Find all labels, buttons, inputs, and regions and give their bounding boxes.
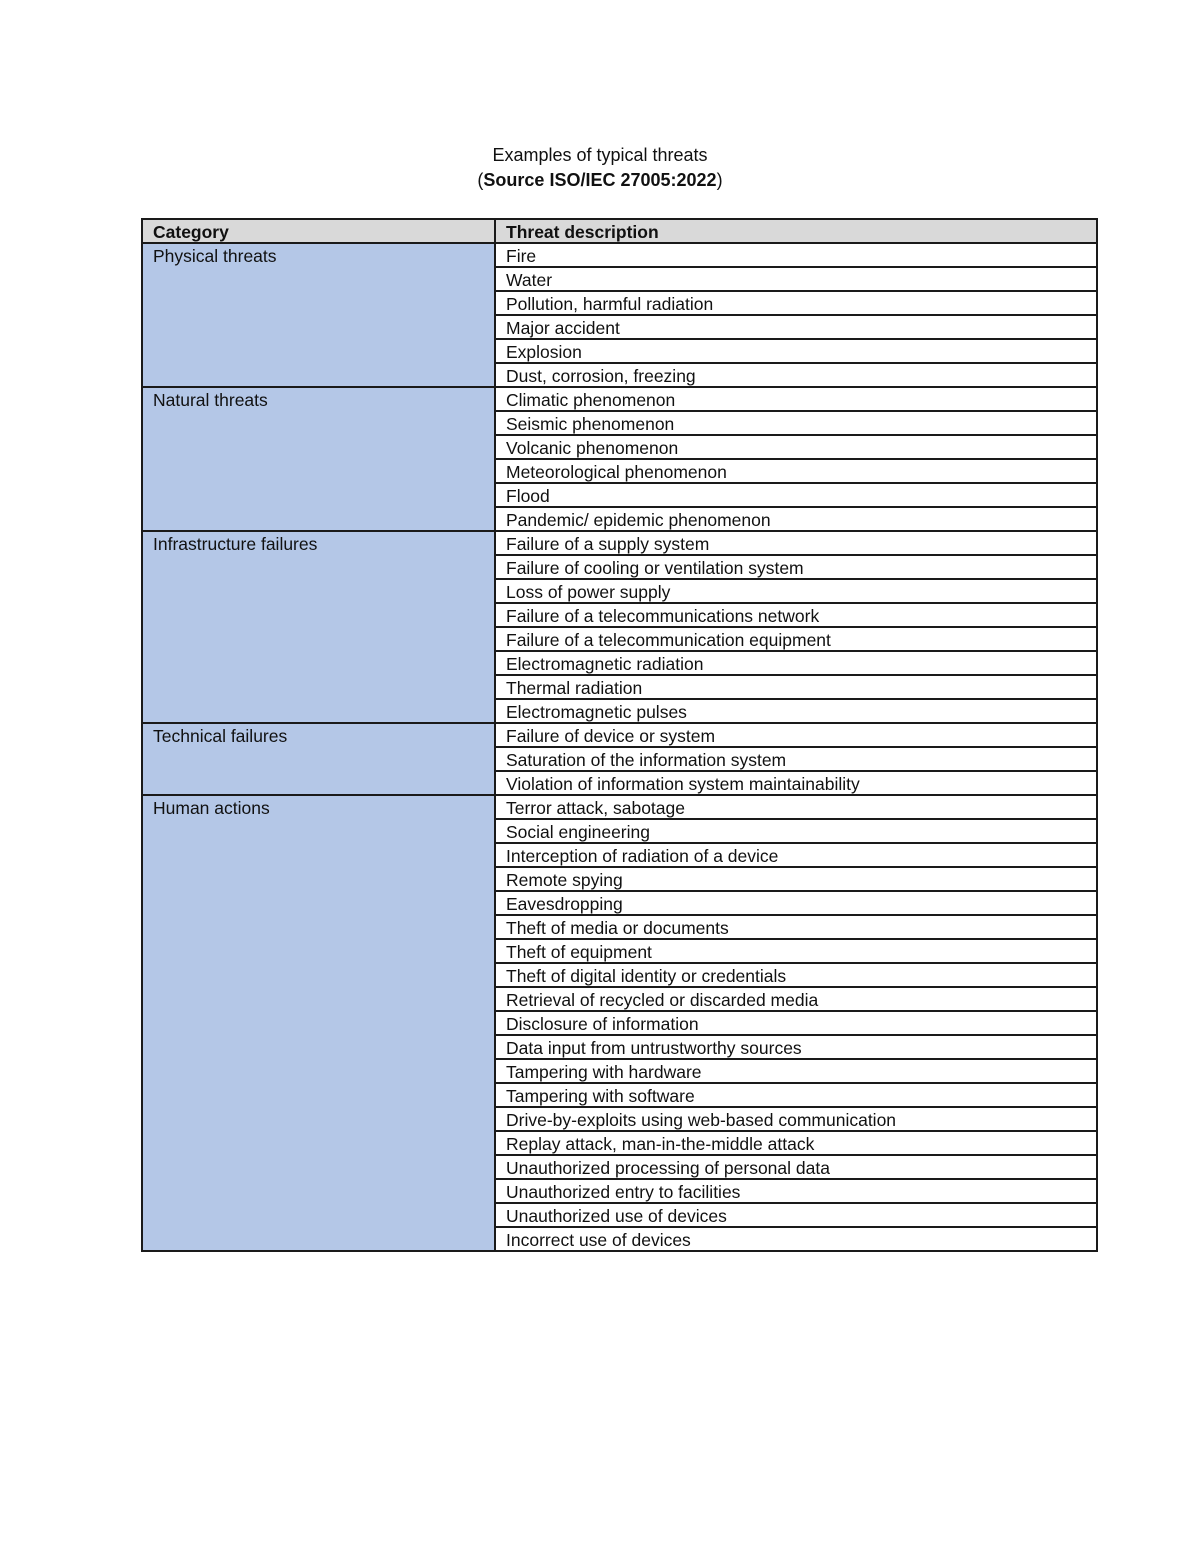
threat-description-cell: Flood (495, 483, 1097, 507)
threat-description-cell: Eavesdropping (495, 891, 1097, 915)
document-source (0, 168, 1200, 193)
source-suffix: ) (716, 170, 723, 190)
category-cell: Human actions (142, 795, 495, 1251)
source-prefix: ( (477, 170, 484, 190)
table-row (142, 531, 1097, 555)
source-reference: Source ISO/IEC 27005:2022 (483, 170, 717, 190)
threat-description-cell: Pollution, harmful radiation (495, 291, 1097, 315)
threat-description-cell: Failure of a telecommunications network (495, 603, 1097, 627)
header-category: Category (142, 219, 495, 243)
threat-description-cell: Theft of media or documents (495, 915, 1097, 939)
threat-description-cell: Climatic phenomenon (495, 387, 1097, 411)
threat-description-cell: Seismic phenomenon (495, 411, 1097, 435)
threat-description-cell: Pandemic/ epidemic phenomenon (495, 507, 1097, 531)
threat-description-cell: Data input from untrustworthy sources (495, 1035, 1097, 1059)
threat-description-cell: Meteorological phenomenon (495, 459, 1097, 483)
header-threat-description: Threat description (495, 219, 1097, 243)
threat-description-cell: Fire (495, 243, 1097, 267)
table-row (142, 387, 1097, 411)
table-row (142, 243, 1097, 267)
threat-description-cell: Major accident (495, 315, 1097, 339)
threat-description-cell: Failure of a supply system (495, 531, 1097, 555)
category-cell: Natural threats (142, 387, 495, 531)
threat-description-cell: Explosion (495, 339, 1097, 363)
threat-description-cell: Theft of digital identity or credentials (495, 963, 1097, 987)
table-row (142, 723, 1097, 747)
table-header-row (142, 219, 1097, 243)
threat-description-cell: Water (495, 267, 1097, 291)
table-row (142, 795, 1097, 819)
threat-description-cell: Drive-by-exploits using web-based communication (495, 1107, 1097, 1131)
threat-description-cell: Remote spying (495, 867, 1097, 891)
threat-description-cell: Theft of equipment (495, 939, 1097, 963)
category-cell: Physical threats (142, 243, 495, 387)
document-title-block (0, 143, 1200, 193)
threat-description-cell: Loss of power supply (495, 579, 1097, 603)
threat-description-cell: Incorrect use of devices (495, 1227, 1097, 1251)
threat-description-cell: Failure of device or system (495, 723, 1097, 747)
threat-description-cell: Dust, corrosion, freezing (495, 363, 1097, 387)
threat-description-cell: Terror attack, sabotage (495, 795, 1097, 819)
threat-description-cell: Interception of radiation of a device (495, 843, 1097, 867)
threat-description-cell: Disclosure of information (495, 1011, 1097, 1035)
threat-description-cell: Unauthorized entry to facilities (495, 1179, 1097, 1203)
category-cell: Infrastructure failures (142, 531, 495, 723)
threat-description-cell: Failure of cooling or ventilation system (495, 555, 1097, 579)
threat-description-cell: Electromagnetic pulses (495, 699, 1097, 723)
threat-description-cell: Tampering with hardware (495, 1059, 1097, 1083)
threat-description-cell: Thermal radiation (495, 675, 1097, 699)
table-body (142, 243, 1097, 1251)
category-cell: Technical failures (142, 723, 495, 795)
threat-description-cell: Electromagnetic radiation (495, 651, 1097, 675)
threat-description-cell: Unauthorized processing of personal data (495, 1155, 1097, 1179)
threat-description-cell: Tampering with software (495, 1083, 1097, 1107)
threat-description-cell: Social engineering (495, 819, 1097, 843)
document-title: Examples of typical threats (492, 145, 708, 165)
threat-description-cell: Replay attack, man-in-the-middle attack (495, 1131, 1097, 1155)
threats-table (141, 218, 1098, 1252)
threat-description-cell: Volcanic phenomenon (495, 435, 1097, 459)
threat-description-cell: Violation of information system maintainability (495, 771, 1097, 795)
threat-description-cell: Saturation of the information system (495, 747, 1097, 771)
threat-description-cell: Unauthorized use of devices (495, 1203, 1097, 1227)
threat-description-cell: Failure of a telecommunication equipment (495, 627, 1097, 651)
threat-description-cell: Retrieval of recycled or discarded media (495, 987, 1097, 1011)
